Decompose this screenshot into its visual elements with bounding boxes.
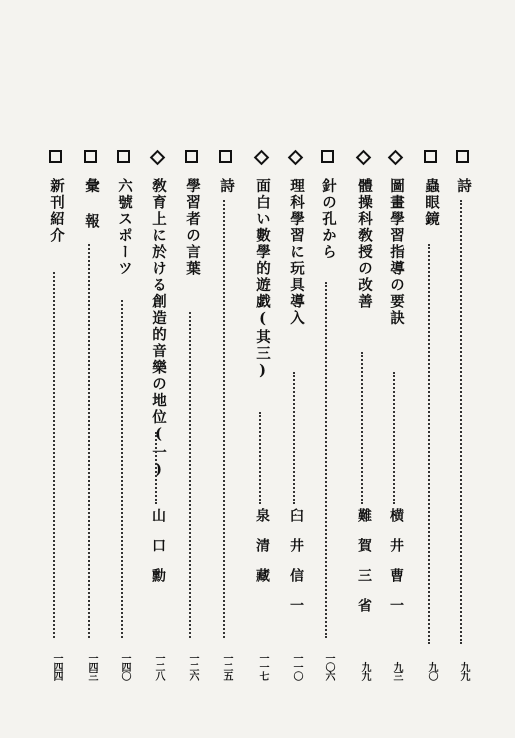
square-bullet-icon	[185, 150, 198, 163]
entry-title: 六號スポーツ	[116, 178, 133, 277]
entry-title: 學習者の言葉	[184, 178, 201, 277]
page-number: 九〇	[426, 662, 437, 680]
toc-entry[interactable]	[216, 150, 236, 680]
toc-entry[interactable]	[114, 150, 134, 680]
entry-title: 敎育上に於ける創造的音樂の地位(一)	[150, 178, 167, 480]
entry-title: 理科學習に玩具導入	[288, 178, 305, 327]
toc-entry[interactable]	[453, 150, 473, 680]
toc-entry[interactable]	[354, 150, 374, 680]
page-number: 一二六	[187, 653, 198, 680]
dot-leader	[223, 200, 225, 638]
dot-leader	[121, 300, 123, 638]
entry-author: 臼 井 信 一	[288, 508, 304, 612]
toc-entry[interactable]	[148, 150, 168, 680]
dot-leader	[259, 412, 261, 504]
dot-leader	[428, 244, 430, 644]
square-bullet-icon	[49, 150, 62, 163]
square-bullet-icon	[321, 150, 334, 163]
toc-entry[interactable]	[421, 150, 441, 680]
entry-author: 泉 清 藏	[254, 508, 270, 582]
entry-author: 難 賀 三 省	[356, 508, 372, 612]
diamond-bullet-icon	[150, 150, 166, 166]
toc-entry[interactable]	[286, 150, 306, 680]
entry-title: 體操科敎授の改善	[356, 178, 373, 310]
dot-leader	[325, 282, 327, 638]
square-bullet-icon	[424, 150, 437, 163]
entry-author: 横 井 曹 一	[388, 508, 404, 612]
entry-title: 圖畫學習指導の要訣	[388, 178, 405, 327]
entry-author: 山 口 勳	[150, 508, 166, 582]
square-bullet-icon	[117, 150, 130, 163]
diamond-bullet-icon	[288, 150, 304, 166]
page-number: 一一七	[257, 653, 268, 680]
entry-title: 新刊紹介	[48, 178, 65, 244]
page-number: 一四三	[86, 653, 97, 680]
dot-leader	[460, 200, 462, 644]
page-number: 一〇六	[323, 653, 334, 680]
toc-entry[interactable]	[252, 150, 272, 680]
entry-title: 面白い數學的遊戯(其三)	[254, 178, 271, 381]
toc-entry[interactable]	[182, 150, 202, 680]
toc-entry[interactable]	[46, 150, 66, 680]
diamond-bullet-icon	[254, 150, 270, 166]
page-number: 九九	[458, 662, 469, 680]
dot-leader	[88, 244, 90, 638]
dot-leader	[393, 372, 395, 504]
dot-leader	[361, 352, 363, 504]
dot-leader	[155, 432, 157, 504]
page-number: 九三	[391, 662, 402, 680]
dot-leader	[53, 272, 55, 638]
page-number: 一四四	[51, 653, 62, 680]
toc-entry[interactable]	[318, 150, 338, 680]
page-number: 一二五	[221, 653, 232, 680]
square-bullet-icon	[84, 150, 97, 163]
entry-title: 詩	[218, 178, 235, 195]
square-bullet-icon	[456, 150, 469, 163]
page-number: 九九	[359, 662, 370, 680]
entry-title: 彙 報	[83, 178, 100, 230]
entry-title: 詩	[455, 178, 472, 195]
toc-entry[interactable]	[81, 150, 101, 680]
page-number: 一一〇	[291, 653, 302, 680]
entry-title: 蟲眼鏡	[423, 178, 440, 228]
page-number: 一二八	[153, 653, 164, 680]
dot-leader	[293, 372, 295, 504]
toc-entry[interactable]	[386, 150, 406, 680]
page-number: 一四〇	[119, 653, 130, 680]
diamond-bullet-icon	[356, 150, 372, 166]
entry-title: 針の孔から	[320, 178, 337, 261]
square-bullet-icon	[219, 150, 232, 163]
dot-leader	[189, 312, 191, 638]
diamond-bullet-icon	[388, 150, 404, 166]
